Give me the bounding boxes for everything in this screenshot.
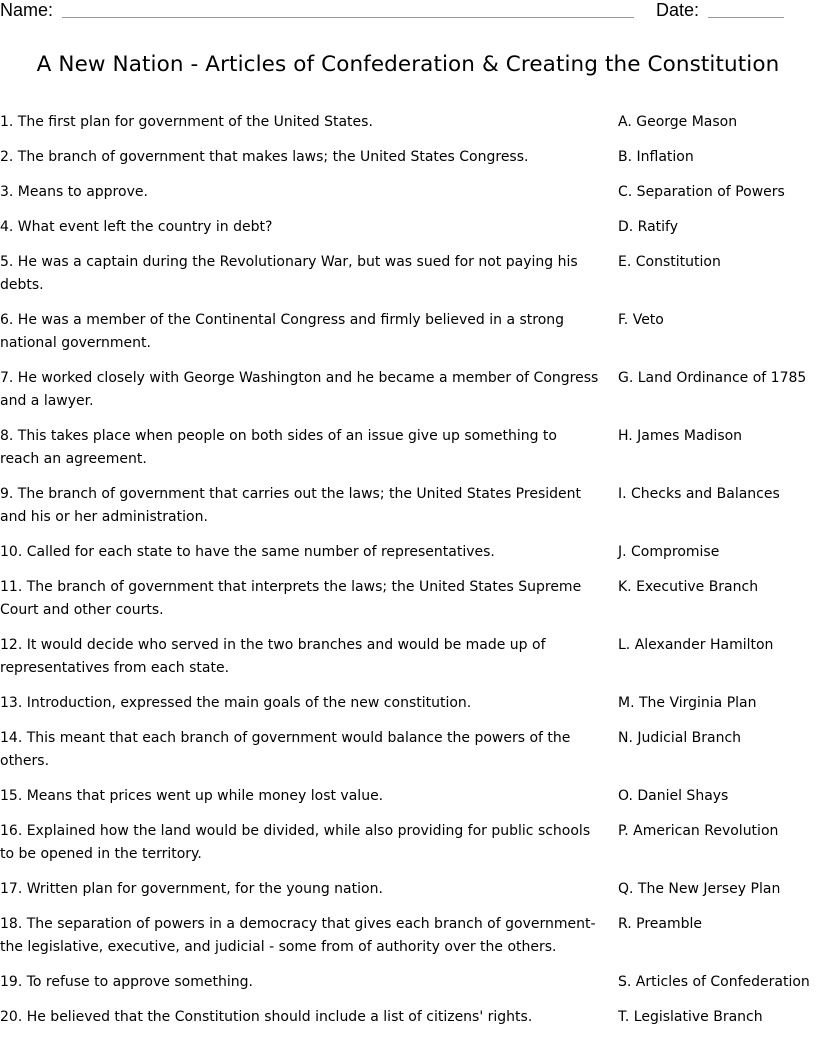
answer-option: O. Daniel Shays: [618, 788, 729, 804]
list-item: [0, 111, 816, 134]
list-item: [0, 913, 816, 959]
question-text: 2. The branch of government that makes laws; the United States Congress.: [0, 149, 529, 165]
answer-option: P. American Revolution: [618, 823, 779, 839]
answer-option: S. Articles of Confederation: [618, 974, 810, 990]
question-text: 8. This takes place when people on both sides of an issue give up something to reach an agreement.: [0, 428, 557, 467]
list-item: [0, 727, 816, 773]
answer-option: T. Legislative Branch: [618, 1009, 763, 1025]
question-text: 18. The separation of powers in a democracy that gives each branch of government- the legislative, executive, and judicial - some from of authority over the others.: [0, 916, 596, 955]
name-blank-line: [62, 17, 634, 18]
question-text: 20. He believed that the Constitution should include a list of citizens' rights.: [0, 1009, 533, 1025]
list-item: [0, 820, 816, 866]
question-text: 17. Written plan for government, for the young nation.: [0, 881, 383, 897]
date-blank-line: [708, 17, 784, 18]
answer-option: C. Separation of Powers: [618, 184, 785, 200]
answer-option: L. Alexander Hamilton: [618, 637, 774, 653]
list-item: [0, 367, 816, 413]
answer-option: G. Land Ordinance of 1785: [618, 370, 807, 386]
list-item: [0, 251, 816, 297]
answer-option: I. Checks and Balances: [618, 486, 780, 502]
list-item: [0, 1006, 816, 1029]
answer-option: D. Ratify: [618, 219, 679, 235]
list-item: [0, 785, 816, 808]
question-text: 4. What event left the country in debt?: [0, 219, 273, 235]
list-item: [0, 216, 816, 239]
question-text: 15. Means that prices went up while money lost value.: [0, 788, 384, 804]
list-item: [0, 692, 816, 715]
list-item: [0, 878, 816, 901]
answer-option: H. James Madison: [618, 428, 743, 444]
question-text: 16. Explained how the land would be divided, while also providing for public schools to be opened in the territory.: [0, 823, 591, 862]
list-item: [0, 146, 816, 169]
list-item: [0, 634, 816, 680]
answer-option: M. The Virginia Plan: [618, 695, 757, 711]
answer-option: E. Constitution: [618, 254, 721, 270]
list-item: [0, 576, 816, 622]
answer-option: K. Executive Branch: [618, 579, 759, 595]
date-label: Date:: [656, 0, 700, 20]
question-text: 19. To refuse to approve something.: [0, 974, 253, 990]
list-item: [0, 309, 816, 355]
question-text: 10. Called for each state to have the same number of representatives.: [0, 544, 495, 560]
question-text: 1. The first plan for government of the United States.: [0, 114, 373, 130]
matching-list: [0, 111, 816, 1029]
answer-option: N. Judicial Branch: [618, 730, 742, 746]
question-text: 5. He was a captain during the Revolutionary War, but was sued for not paying his debts.: [0, 254, 578, 293]
list-item: [0, 541, 816, 564]
answer-option: Q. The New Jersey Plan: [618, 881, 781, 897]
answer-option: J. Compromise: [618, 544, 720, 560]
question-text: 13. Introduction, expressed the main goals of the new constitution.: [0, 695, 472, 711]
worksheet-header: [0, 0, 816, 24]
answer-option: R. Preamble: [618, 916, 702, 932]
list-item: [0, 181, 816, 204]
page-title: A New Nation - Articles of Confederation & Creating the Constitution: [36, 52, 780, 77]
answer-option: A. George Mason: [618, 114, 738, 130]
question-text: 7. He worked closely with George Washington and he became a member of Congress and a lawyer.: [0, 370, 599, 409]
name-label: Name:: [0, 0, 54, 20]
answer-option: B. Inflation: [618, 149, 694, 165]
question-text: 14. This meant that each branch of government would balance the powers of the others.: [0, 730, 571, 769]
question-text: 3. Means to approve.: [0, 184, 148, 200]
list-item: [0, 425, 816, 471]
list-item: [0, 483, 816, 529]
list-item: [0, 971, 816, 994]
question-text: 9. The branch of government that carries out the laws; the United States President and his or her administration.: [0, 486, 581, 525]
question-text: 12. It would decide who served in the two branches and would be made up of representatives from each state.: [0, 637, 546, 676]
question-text: 6. He was a member of the Continental Congress and firmly believed in a strong national government.: [0, 312, 565, 351]
answer-option: F. Veto: [618, 312, 664, 328]
question-text: 11. The branch of government that interprets the laws; the United States Supreme Court and other courts.: [0, 579, 582, 618]
